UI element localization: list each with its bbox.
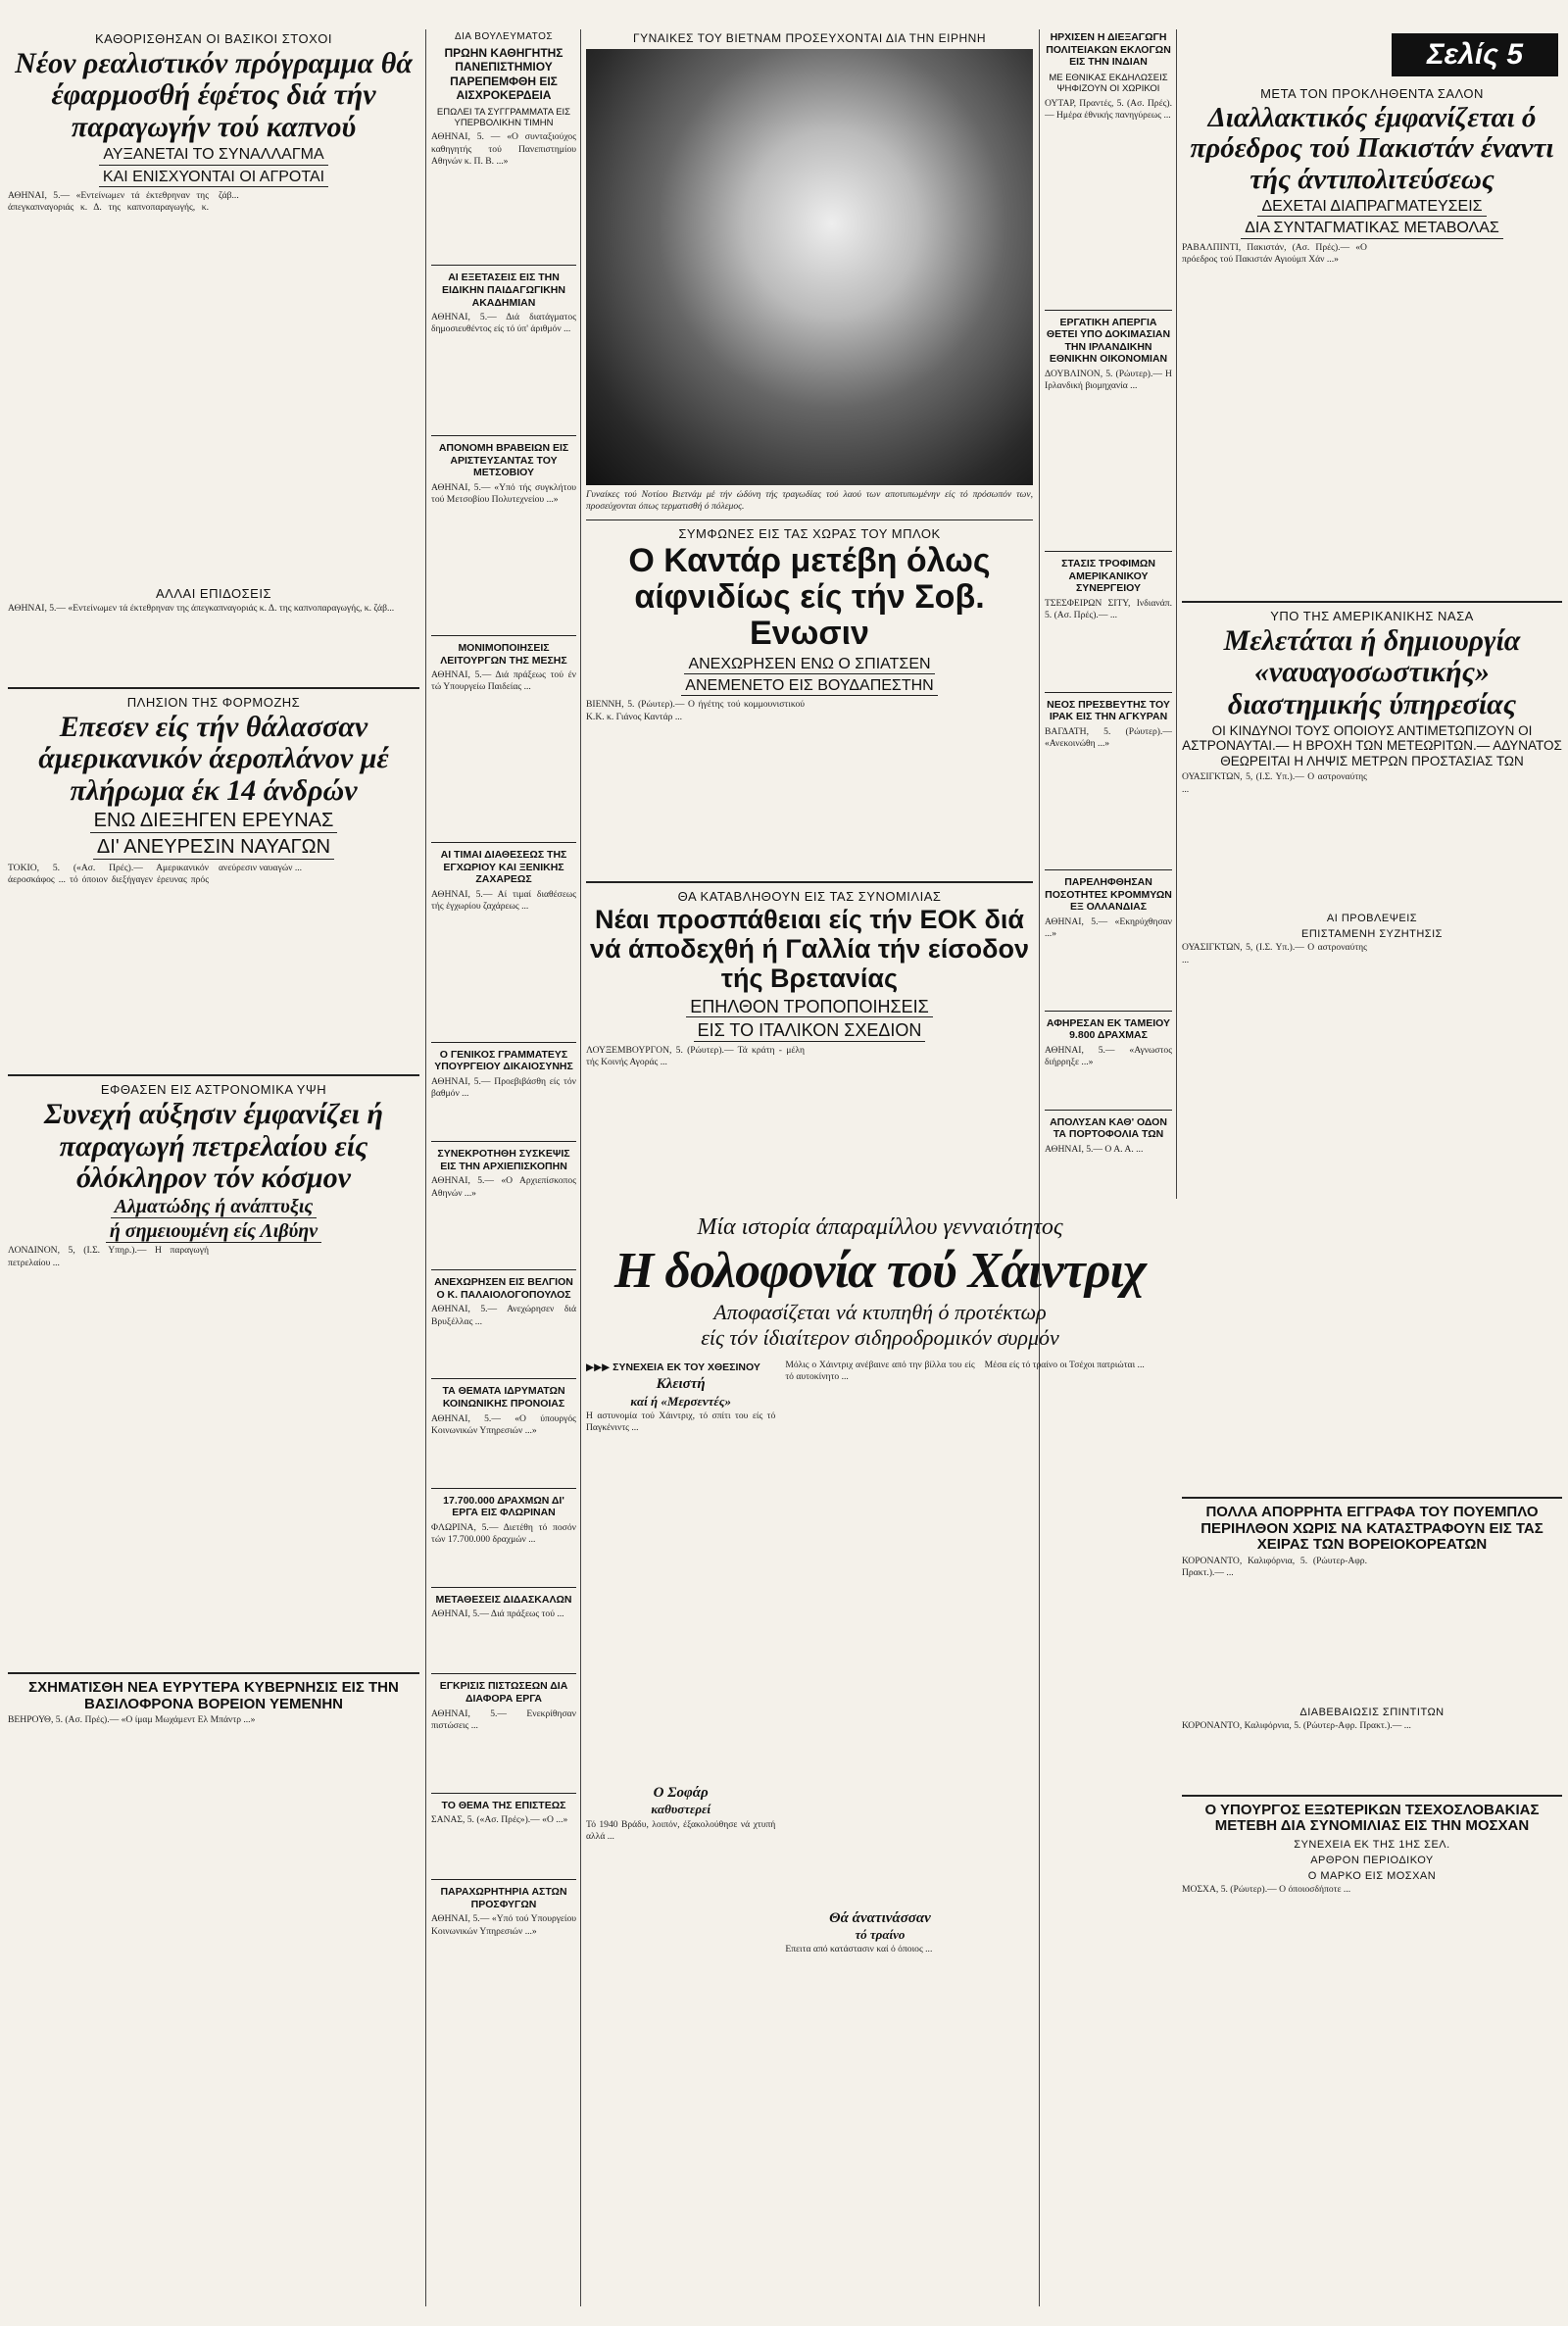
divider	[8, 687, 419, 689]
article-body: ΤΣΕΣΦΕΙΡΩΝ ΣΙΤΥ, Ινδιανάπ. 5. (Ασ. Πρές).— ...	[1045, 597, 1172, 620]
subheadline	[8, 169, 419, 187]
feature-column	[586, 1358, 775, 1958]
divider	[1045, 869, 1172, 870]
headline: 17.700.000 ΔΡΑΧΜΩΝ ΔΙ' ΕΡΓΑ ΕΙΣ ΦΛΩΡΙΝΑΝ	[443, 1494, 564, 1519]
divider	[431, 842, 576, 843]
divider	[1045, 310, 1172, 311]
section-heading: καί ή «Μερσεντές»	[630, 1393, 731, 1409]
headline: ΠΡΩΗΝ ΚΑΘΗΓΗΤΗΣ ΠΑΝΕΠΙΣΤΗΜΙΟΥ ΠΑΡΕΠΕΜΦΘΗ ΕΙΣ ΑΙΣΧΡΟΚΕΡΔΕΙΑ	[444, 46, 564, 103]
article-body: ΚΟΡΟΝΑΝΤΟ, Καλιφόρνια, 5. (Ρώυτερ-Αφρ. Πρακτ.).— ...	[1182, 1719, 1411, 1731]
headline: ΑΝΕΧΩΡΗΣΕΝ ΕΙΣ ΒΕΛΓΙΟΝ Ο Κ. ΠΑΛΑΙΟΛΟΓΟΠΟΥΛΟΣ	[434, 1276, 573, 1301]
divider	[1045, 692, 1172, 693]
article-body: ΚΟΡΟΝΑΝΤΟ, Καλιφόρνια, 5. (Ρώυτερ-Αφρ. Πρακτ.).— ...	[1182, 1555, 1367, 1579]
headline: ΑΠΟΝΟΜΗ ΒΡΑΒΕΙΩΝ ΕΙΣ ΑΡΙΣΤΕΥΣΑΝΤΑΣ ΤΟΥ ΜΕΤΣΟΒΙΟΥ	[438, 442, 569, 479]
subheadline	[586, 1020, 1033, 1042]
article-body: ΦΛΩΡΙΝΑ, 5.— Διετέθη τό ποσόν τών 17.700.000 δραχμών ...	[431, 1521, 576, 1546]
feature-subheadline: είς τόν ίδιαίτερον σιδηροδρομικόν συρμόν	[701, 1324, 1059, 1350]
article-body: ΟΥΤΑΡ, Πραντές, 5. (Ασ. Πρές).— Ημέρα έθνικής πανηγύρεως ...	[1045, 97, 1172, 121]
kicker: ΕΠΙΣΤΑΜΕΝΗ ΣΥΖΗΤΗΣΙΣ	[1301, 928, 1443, 941]
article-body: ΔΟΥΒΛΙΝΟΝ, 5. (Ρώυτερ).— Η Ιρλανδική βιομηχανία ...	[1045, 368, 1172, 392]
article-body: ΡΑΒΑΛΠΙΝΤΙ, Πακιστάν, (Ασ. Πρές).— «Ο πρόεδρος τού Πακιστάν Αγιούμπ Χάν ...»	[1182, 241, 1367, 265]
headline: ΑΦΗΡΕΣΑΝ ΕΚ ΤΑΜΕΙΟΥ 9.800 ΔΡΑΧΜΑΣ	[1046, 1016, 1171, 1042]
article-body: ΑΘΗΝΑΙ, 5.— «Εντείνωμεν τά έκτεθρηναν της άπεγκαπναγοριάς κ. Δ. της καπνοπαραγωγής, κ. ζάβ...	[8, 602, 395, 614]
headline: ΗΡΧΙΣΕΝ Η ΔΙΕΞΑΓΩΓΗ ΠΟΛΙΤΕΙΑΚΩΝ ΕΚΛΟΓΩΝ ΕΙΣ ΤΗΝ ΙΝΔΙΑΝ	[1046, 31, 1171, 69]
column-rule	[1176, 29, 1177, 1199]
photo-vietnam-women	[586, 49, 1033, 485]
headline: ΝΕΟΣ ΠΡΕΣΒΕΥΤΗΣ ΤΟΥ ΙΡΑΚ ΕΙΣ ΤΗΝ ΑΓΚΥΡΑΝ	[1047, 698, 1170, 723]
headline: ΠΑΡΑΧΩΡΗΤΗΡΙΑ ΑΣΤΩΝ ΠΡΟΣΦΥΓΩΝ	[440, 1886, 567, 1910]
kicker: ΚΑΘΟΡΙΣΘΗΣΑΝ ΟΙ ΒΑΣΙΚΟΙ ΣΤΟΧΟΙ	[95, 31, 332, 46]
headline: Διαλλακτικός έμφανίζεται ό πρόεδρος τού Πακιστάν έναντι τής άντιπολιτεύσεως	[1190, 102, 1554, 195]
divider	[431, 1879, 576, 1880]
article-body: Η αστυνομία τού Χάιντριχ, τό σπίτι του είς τό Παγκένιντς ...	[586, 1410, 776, 1434]
kicker: ΓΥΝΑΙΚΕΣ ΤΟΥ ΒΙΕΤΝΑΜ ΠΡΟΣΕΥΧΟΝΤΑΙ ΔΙΑ ΤΗΝ ΕΙΡΗΝΗ	[632, 31, 987, 45]
divider	[431, 1269, 576, 1270]
subheadline	[8, 810, 419, 833]
subheadline: ΕΠΩΛΕΙ ΤΑ ΣΥΓΓΡΑΜΜΑΤΑ ΕΙΣ ΥΠΕΡΒΟΛΙΚΗΝ ΤΙΜΗΝ	[436, 106, 571, 128]
subheadline	[586, 997, 1033, 1018]
kicker: ΔΙΑΒΕΒΑΙΩΣΙΣ ΣΠΙΝΤΙΤΩΝ	[1299, 1706, 1445, 1718]
continuation-text: ΣΥΝΕΧΕΙΑ ΕΚ ΤΟΥ ΧΘΕΣΙΝΟΥ	[612, 1361, 760, 1373]
subheadline-line: ή σημειουμένη είς Λιβύην	[106, 1220, 321, 1243]
article-body: Μέσα είς τό τραίνο οι Τσέχοι πατριώται ...	[984, 1359, 1145, 1370]
article-body: ΑΘΗΝΑΙ, 5.— Προεβιβάσθη είς τόν βαθμόν ...	[431, 1076, 576, 1100]
article-body: ΒΙΕΝΝΗ, 5. (Ρώυτερ).— Ο ήγέτης τού κομμουνιστικού Κ.Κ. κ. Γιάνος Καντάρ ...	[586, 699, 805, 722]
column-4	[1045, 27, 1172, 1155]
divider	[431, 1141, 576, 1142]
subheadline-line: ΔΕΧΕΤΑΙ ΔΙΑΠΡΑΓΜΑΤΕΥΣΕΙΣ	[1257, 198, 1486, 217]
continuation-label: ΣΥΝΕΧΕΙΑ ΕΚ ΤΗΣ 1ΗΣ ΣΕΛ.	[1294, 1838, 1450, 1851]
column-rule	[425, 29, 426, 2306]
section-heading: Ο Σοφάρ	[653, 1784, 709, 1801]
subheadline-line: ΑΝΕΧΩΡΗΣΕΝ ΕΝΩ Ο ΣΠΙΑΤΣΕΝ	[684, 656, 934, 674]
article-body: ΑΘΗΝΑΙ, 5.— Αί τιμαί διαθέσεως τής έγχωρίου ζαχάρεως ...	[431, 888, 576, 913]
subheadline-line: ΕΙΣ ΤΟ ΙΤΑΛΙΚΟΝ ΣΧΕΔΙΟΝ	[694, 1020, 926, 1042]
divider	[8, 1074, 419, 1076]
kicker: ΑΛΛΑΙ ΕΠΙΔΟΣΕΙΣ	[156, 585, 271, 601]
article-body: Τό 1940 Βράδυ, λοιπόν, έξακολούθησε νά χτυπή αλλά ...	[586, 1818, 776, 1843]
kicker: Ο ΜΑΡΚΟ ΕΙΣ ΜΟΣΧΑΝ	[1307, 1869, 1437, 1882]
divider	[1182, 1795, 1562, 1797]
subheadline	[1182, 198, 1562, 217]
subheadline	[586, 656, 1033, 674]
section-heading: τό τραίνο	[855, 1927, 906, 1943]
feature-columns	[586, 1358, 1174, 1958]
article-body: ΑΘΗΝΑΙ, 5.— Διά διατάγματος δημοσιευθέντος είς τό ύπ' άριθμόν ...	[431, 312, 576, 335]
article-body: ΣΑΝΑΣ, 5. («Ασ. Πρές»).— «Ο ...»	[431, 1814, 568, 1826]
feature-column	[785, 1358, 974, 1958]
divider	[1045, 1011, 1172, 1012]
article-body: Επειτα από κατάστασιν καί ό όποιος ...	[785, 1944, 933, 1955]
kicker: ΘΑ ΚΑΤΑΒΛΗΘΟΥΝ ΕΙΣ ΤΑΣ ΣΥΝΟΜΙΛΙΑΣ	[677, 889, 942, 905]
headline: Νέον ρεαλιστικόν πρόγραμμα θά έφαρμοσθή έφέτος διά τήν παραγωγήν τού καπνού	[15, 47, 413, 143]
article-body: ΑΘΗΝΑΙ, 5.— Διά πράξεως τού ...	[431, 1608, 564, 1620]
section-heading: Κλειστή	[656, 1376, 706, 1393]
feature-subheadline: Αποφασίζεται νά κτυπηθή ό προτέκτωρ	[713, 1300, 1047, 1325]
article-body: ΑΘΗΝΑΙ, 5.— «Εντείνωμεν τά έκτεθρηναν της άπεγκαπναγοριάς κ. Δ. της καπνοπαραγωγής, κ. ζάβ...	[8, 189, 239, 214]
subheadline	[1182, 220, 1562, 238]
article-body: ΑΘΗΝΑΙ, 5.— Ανεχώρησεν διά Βρυξέλλας ...	[431, 1304, 576, 1327]
subheadline: ΟΙ ΚΙΝΔΥΝΟΙ ΤΟΥΣ ΟΠΟΙΟΥΣ ΑΝΤΙΜΕΤΩΠΙΖΟΥΝ ΟΙ ΑΣΤΡΟΝΑΥΤΑΙ.— Η ΒΡΟΧΗ ΤΩΝ ΜΕΤΕΩΡΙΤΩΝ.— ΑΔΥΝΑΤΟΣ ΘΕΩΡΕΙΤΑΙ Η ΛΗΨΙΣ ΜΕΤΡΩΝ ΠΡΟΣΤΑΣΙΑΣ ΤΩΝ	[1182, 722, 1562, 768]
subheadline	[8, 1220, 419, 1243]
subheadline-line: ΕΠΗΛΘΟΝ ΤΡΟΠΟΠΟΙΗΣΕΙΣ	[686, 997, 933, 1018]
section-badge: Σελίς 5	[1392, 33, 1558, 76]
headline: ΑΙ ΕΞΕΤΑΣΕΙΣ ΕΙΣ ΤΗΝ ΕΙΔΙΚΗΝ ΠΑΙΔΑΓΩΓΙΚΗΝ ΑΚΑΔΗΜΙΑΝ	[442, 272, 565, 309]
article-body: ΑΘΗΝΑΙ, 5.— Διά πράξεως τού έν τώ Υπουργείω Παιδείας ...	[431, 669, 576, 693]
subheadline-line: ΕΝΩ ΔΙΕΞΗΓΕΝ ΕΡΕΥΝΑΣ	[90, 810, 338, 833]
headline: Επεσεν είς τήν θάλασσαν άμερικανικόν άεροπλάνον μέ πλήρωμα έκ 14 άνδρών	[38, 710, 389, 807]
headline: Νέαι προσπάθειαι είς τήν ΕΟΚ διά νά άποδεχθή ή Γαλλία τήν είσοδον τής Βρετανίας	[589, 905, 1030, 993]
headline: ΜΕΤΑΘΕΣΕΙΣ ΔΙΔΑΣΚΑΛΩΝ	[435, 1593, 572, 1606]
article-body: ΑΘΗΝΑΙ, 5.— «Υπό τής συγκλήτου τού Μετσοβίου Πολυτεχνείου ...»	[431, 481, 576, 506]
article-body: ΟΥΑΣΙΓΚΤΩΝ, 5, (Ι.Σ. Υπ.).— Ο αστροναύτης ...	[1182, 771, 1367, 795]
article-body: Μόλις ο Χάιντριχ ανέβαινε από την βίλλα του είς τό αυτοκίνητο ...	[785, 1359, 975, 1382]
subheadline: ΜΕ ΕΘΝΙΚΑΣ ΕΚΔΗΛΩΣΕΙΣ ΨΗΦΙΖΟΥΝ ΟΙ ΧΩΡΙΚΟΙ	[1049, 72, 1168, 95]
article-body: ΟΥΑΣΙΓΚΤΩΝ, 5, (Ι.Σ. Υπ.).— Ο αστροναύτης ...	[1182, 942, 1367, 965]
article-body: ΑΘΗΝΑΙ, 5. — «Ο συνταξιούχος καθηγητής τού Πανεπιστημίου Αθηνών κ. Π. Β. ...»	[431, 131, 576, 167]
kicker: ΑΙ ΠΡΟΒΛΕΨΕΙΣ	[1326, 913, 1418, 925]
kicker: ΠΛΗΣΙΟΝ ΤΗΣ ΦΟΡΜΟΖΗΣ	[126, 694, 301, 710]
subheadline	[8, 146, 419, 165]
divider	[431, 1378, 576, 1379]
divider	[1182, 1497, 1562, 1499]
continuation-label: ▶▶▶ ΣΥΝΕΧΕΙΑ ΕΚ ΤΟΥ ΧΘΕΣΙΝΟΥ	[586, 1361, 760, 1373]
headline: Ο ΥΠΟΥΡΓΟΣ ΕΞΩΤΕΡΙΚΩΝ ΤΣΕΧΟΣΛΟΒΑΚΙΑΣ ΜΕΤΕΒΗ ΔΙΑ ΣΥΝΟΜΙΛΙΑΣ ΕΙΣ ΤΗΝ ΜΟΣΧΑΝ	[1204, 1801, 1540, 1835]
photo-caption: Γυναίκες τού Νοτίου Βιετνάμ μέ τήν ώδύνη τής τραγωδίας τού λαού των αποτυπωμένην είς τό πρόσωπόν των, προσεύχονται όπως τερματισθή ό πόλεμος.	[586, 489, 1033, 513]
divider	[431, 265, 576, 266]
divider	[431, 1488, 576, 1489]
subheadline	[8, 1196, 419, 1218]
divider	[431, 635, 576, 636]
article-body: ΑΘΗΝΑΙ, 5.— «Ο Αρχιεπίσκοπος Αθηνών ...»	[431, 1175, 576, 1199]
column-3	[586, 27, 1033, 1155]
divider	[1182, 601, 1562, 603]
subheadline	[586, 677, 1033, 696]
article-body: ΜΟΣΧΑ, 5. (Ρώυτερ).— Ο όποιοσδήποτε ...	[1182, 1883, 1351, 1895]
article-body: ΑΘΗΝΑΙ, 5.— «Εκηρύχθησαν ...»	[1045, 916, 1172, 939]
headline: ΠΟΛΛΑ ΑΠΟΡΡΗΤΑ ΕΓΓΡΑΦΑ ΤΟΥ ΠΟΥΕΜΠΛΟ ΠΕΡΙΗΛΘΟΝ ΧΩΡΙΣ ΝΑ ΚΑΤΑΣΤΡΑΦΟΥΝ ΕΙΣ ΤΑΣ ΧΕΙΡΑΣ ΤΩΝ ΒΟΡΕΙΟΚΟΡΕΑΤΩΝ	[1200, 1504, 1544, 1554]
article-body: ΑΘΗΝΑΙ, 5.— «Αγνωστος διήρρηξε ...»	[1045, 1044, 1172, 1068]
kicker: ΜΕΤΑ ΤΟΝ ΠΡΟΚΛΗΘΕΝΤΑ ΣΑΛΟΝ	[1260, 86, 1484, 101]
kicker: ΑΡΘΡΟΝ ΠΕΡΙΟΔΙΚΟΥ	[1310, 1854, 1434, 1866]
divider	[431, 1673, 576, 1674]
headline: ΣΥΝΕΚΡΟΤΗΘΗ ΣΥΣΚΕΨΙΣ ΕΙΣ ΤΗΝ ΑΡΧΙΕΠΙΣΚΟΠΗΝ	[437, 1148, 570, 1172]
article-body: ΑΘΗΝΑΙ, 5.— Ο Α. Α. ...	[1045, 1144, 1144, 1155]
subheadline-line: ΑΥΞΑΝΕΤΑΙ ΤΟ ΣΥΝΑΛΛΑΓΜΑ	[99, 146, 327, 165]
subheadline-line: ΔΙΑ ΣΥΝΤΑΓΜΑΤΙΚΑΣ ΜΕΤΑΒΟΛΑΣ	[1241, 220, 1503, 238]
headline: Ο Καντάρ μετέβη όλως αίφνιδίως είς τήν Σοβ. Ενωσιν	[628, 541, 991, 653]
article-body: ΛΟΝΔΙΝΟΝ, 5, (Ι.Σ. Υπηρ.).— Η παραγωγή πετρελαίου ...	[8, 1245, 209, 1268]
kicker: ΔΙΑ ΒΟΥΛΕΥΜΑΤΟΣ	[454, 31, 554, 42]
divider	[431, 1793, 576, 1794]
subheadline-line: ΔΙ' ΑΝΕΥΡΕΣΙΝ ΝΑΥΑΓΩΝ	[93, 836, 334, 860]
divider	[431, 1587, 576, 1588]
divider	[586, 881, 1033, 883]
headline: ΣΧΗΜΑΤΙΣΘΗ ΝΕΑ ΕΥΡΥΤΕΡΑ ΚΥΒΕΡΝΗΣΙΣ ΕΙΣ ΤΗΝ ΒΑΣΙΛΟΦΡΟΝΑ ΒΟΡΕΙΟΝ ΥΕΜΕΝΗΝ	[28, 1679, 399, 1712]
headline: ΜΟΝΙΜΟΠΟΙΗΣΕΙΣ ΛΕΙΤΟΥΡΓΩΝ ΤΗΣ ΜΕΣΗΣ	[440, 641, 567, 667]
divider	[8, 1672, 419, 1674]
article-body: ΑΘΗΝΑΙ, 5.— «Ο ύπουργός Κοινωνικών Υπηρεσιών ...»	[431, 1412, 576, 1436]
headline: Ο ΓΕΝΙΚΟΣ ΓΡΑΜΜΑΤΕΥΣ ΥΠΟΥΡΓΕΙΟΥ ΔΙΚΑΙΟΣΥΝΗΣ	[434, 1048, 573, 1073]
kicker: ΣΥΜΦΩΝΕΣ ΕΙΣ ΤΑΣ ΧΩΡΑΣ ΤΟΥ ΜΠΛΟΚ	[678, 525, 941, 541]
subheadline-line: ΚΑΙ ΕΝΙΣΧΥΟΝΤΑΙ ΟΙ ΑΓΡΟΤΑΙ	[99, 169, 328, 187]
feature-article	[586, 1213, 1174, 2311]
subheadline	[8, 836, 419, 860]
headline: ΠΑΡΕΛΗΦΘΗΣΑΝ ΠΟΣΟΤΗΤΕΣ ΚΡΟΜΜΥΩΝ ΕΞ ΟΛΛΑΝΔΙΑΣ	[1045, 875, 1172, 914]
article-body: ΤΟΚΙΟ, 5. («Ασ. Πρές).— Αμερικανικόν άεροσκάφος ... τό όποιον διεξήγαγεν έρευνας πρός ανεύρεσιν ναυαγών ...	[8, 863, 303, 886]
column-5	[1182, 82, 1562, 2317]
kicker: ΕΦΘΑΣΕΝ ΕΙΣ ΑΣΤΡΟΝΟΜΙΚΑ ΥΨΗ	[100, 1082, 327, 1098]
divider	[1045, 1110, 1172, 1111]
headline: ΣΤΑΣΙΣ ΤΡΟΦΙΜΩΝ ΑΜΕΡΙΚΑΝΙΚΟΥ ΣΥΝΕΡΓΕΙΟΥ	[1061, 557, 1155, 595]
column-rule	[580, 29, 581, 2306]
article-body: ΒΕΗΡΟΥΘ, 5. (Ασ. Πρές).— «Ο ίμαμ Μωχάμεντ Ελ Μπάντρ ...»	[8, 1714, 256, 1726]
divider	[1045, 551, 1172, 552]
headline: Μελετάται ή δημιουργία «ναυαγοσωστικής» διαστημικής ύπηρεσίας	[1223, 623, 1521, 720]
section-heading: Θά άνατινάσσαν	[829, 1909, 931, 1926]
feature-kicker: Μία ιστορία άπαραμίλλου γενναιότητος	[697, 1214, 1063, 1240]
column-1	[8, 27, 419, 2311]
headline: ΑΠΟΛΥΣΑΝ ΚΑΘ' ΟΔΟΝ ΤΑ ΠΟΡΤΟΦΟΛΙΑ ΤΩΝ	[1050, 1115, 1167, 1141]
article-body: ΑΘΗΝΑΙ, 5.— «Υπό τού Υπουργείου Κοινωνικών Υπηρεσιών ...»	[431, 1913, 576, 1937]
article-body: ΒΑΓΔΑΤΗ, 5. (Ρώυτερ).— «Ανεκοινώθη ...»	[1045, 725, 1172, 750]
article-body: ΑΘΗΝΑΙ, 5.— Ενεκρίθησαν πιστώσεις ...	[431, 1707, 576, 1731]
divider	[431, 1042, 576, 1043]
headline: ΑΙ ΤΙΜΑΙ ΔΙΑΘΕΣΕΩΣ ΤΗΣ ΕΓΧΩΡΙΟΥ ΚΑΙ ΞΕΝΙΚΗΣ ΖΑΧΑΡΕΩΣ	[440, 849, 567, 886]
headline: Συνεχή αύξησιν έμφανίζει ή παραγωγή πετρελαίου είς όλόκληρον τόν κόσμον	[44, 1098, 383, 1194]
column-2	[431, 27, 576, 2311]
headline: ΕΡΓΑΤΙΚΗ ΑΠΕΡΓΙΑ ΘΕΤΕΙ ΥΠΟ ΔΟΚΙΜΑΣΙΑΝ ΤΗΝ ΙΡΛΑΝΔΙΚΗΝ ΕΘΝΙΚΗΝ ΟΙΚΟΝΟΜΙΑΝ	[1046, 316, 1171, 366]
subheadline-line: Αλματώδης ή ανάπτυξις	[111, 1196, 318, 1218]
headline: ΤΟ ΘΕΜΑ ΤΗΣ ΕΠΙΣΤΕΩΣ	[441, 1799, 566, 1811]
divider	[431, 435, 576, 436]
feature-column	[985, 1358, 1174, 1958]
headline: ΤΑ ΘΕΜΑΤΑ ΙΔΡΥΜΑΤΩΝ ΚΟΙΝΩΝΙΚΗΣ ΠΡΟΝΟΙΑΣ	[442, 1385, 565, 1410]
section-heading: καθυστερεί	[651, 1802, 711, 1817]
kicker: ΥΠΟ ΤΗΣ ΑΜΕΡΙΚΑΝΙΚΗΣ ΝΑΣΑ	[1270, 608, 1474, 623]
feature-headline: Η δολοφονία τού Χάιντριχ	[613, 1242, 1147, 1299]
subheadline-line: ΑΝΕΜΕΝΕΤΟ ΕΙΣ ΒΟΥΔΑΠΕΣΤΗΝ	[681, 677, 937, 696]
article-body: ΛΟΥΞΕΜΒΟΥΡΓΟΝ, 5. (Ρώυτερ).— Τά κράτη - μέλη τής Κοινής Αγοράς ...	[586, 1044, 805, 1068]
headline: ΕΓΚΡΙΣΙΣ ΠΙΣΤΩΣΕΩΝ ΔΙΑ ΔΙΑΦΟΡΑ ΕΡΓΑ	[439, 1680, 568, 1705]
